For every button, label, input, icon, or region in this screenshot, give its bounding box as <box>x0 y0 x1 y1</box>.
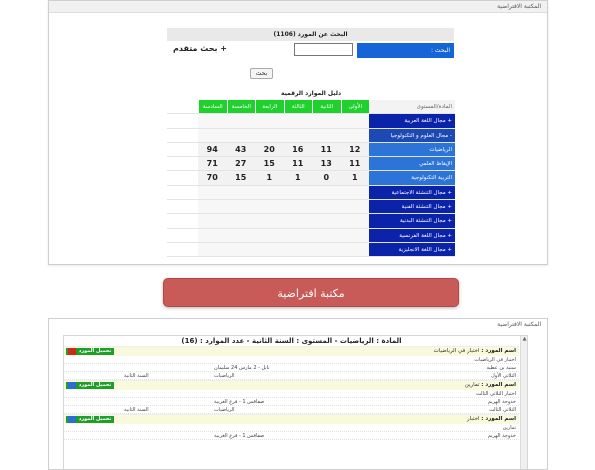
resource-detail-line <box>64 398 519 406</box>
resource-count-cell <box>255 129 284 142</box>
grid-row <box>167 200 455 214</box>
resource-item <box>64 380 519 414</box>
resource-count-cell[interactable]: 16 <box>284 143 313 156</box>
grid-row <box>167 157 455 171</box>
grid-corner-label: المادة/المستوى <box>369 100 455 113</box>
resource-count-cell <box>255 243 284 256</box>
resource-count-cell <box>227 214 256 227</box>
resource-header <box>64 381 519 390</box>
grid-title: دليل الموارد الرقمية <box>167 88 455 100</box>
domain-toggle[interactable]: - مجال العلوم و التكنولوجيا <box>369 129 455 142</box>
resource-header <box>64 347 519 356</box>
subject-label[interactable]: التربية التكنولوجية <box>369 171 455 184</box>
download-label: تحميل المورد <box>78 348 112 354</box>
pdf-icon <box>68 348 76 355</box>
grid-row <box>167 114 455 128</box>
search-title: البحث عن المورد (1106) <box>167 28 454 41</box>
grid-row <box>167 186 455 200</box>
doc-icon <box>68 416 76 423</box>
search-submit-button[interactable]: بحث <box>250 68 273 79</box>
scrollbar[interactable] <box>520 336 527 470</box>
detail-left: السنة الثانية <box>124 373 149 379</box>
detail-right: الثلاثي الثالث <box>489 407 516 413</box>
resource-list <box>64 346 527 440</box>
resource-count-cell <box>284 214 313 227</box>
results-header: المادة : الرياضيات - المستوى : السنة الثانية - عدد الموارد : (16) <box>181 337 402 345</box>
resource-count-cell <box>227 129 256 142</box>
detail-right: سنية بن عطية <box>486 365 516 371</box>
grid-row <box>167 143 455 157</box>
download-label: تحميل المورد <box>78 416 112 422</box>
detail-middle: صفاقس 1 - فرع الغربية <box>214 399 265 405</box>
resource-count-cell <box>341 200 370 213</box>
detail-right: تمارين <box>502 425 516 431</box>
resource-name <box>434 348 516 354</box>
domain-toggle[interactable]: + مجال اللغة الفرنسية <box>369 229 455 242</box>
level-header[interactable]: الثالثة <box>284 100 313 113</box>
detail-middle: صفاقس 1 - فرع الغربية <box>214 433 265 439</box>
domain-toggle[interactable]: + مجال اللغة العربية <box>369 114 455 127</box>
virtual-library-button[interactable]: مكتبة افتراضية <box>163 278 459 307</box>
grid-row <box>167 229 455 243</box>
resource-list-panel <box>48 318 548 470</box>
detail-middle: الرياضيات <box>214 373 235 379</box>
level-header[interactable]: الخامسة <box>227 100 256 113</box>
scroll-up-arrow-icon[interactable]: ▲ <box>522 336 527 342</box>
resource-count-cell <box>198 200 227 213</box>
panel-title-bar: المكتبة الافتراضية <box>49 1 547 13</box>
resource-detail-line <box>64 424 519 432</box>
resource-directory-panel <box>48 0 548 265</box>
resource-grid <box>167 88 455 257</box>
resource-name-value: تمارين <box>464 382 480 388</box>
search-row <box>167 41 454 60</box>
resource-item <box>64 414 519 440</box>
level-header[interactable]: السادسة <box>198 100 227 113</box>
resource-count-cell <box>284 200 313 213</box>
grid-header-row <box>167 100 455 114</box>
resource-count-cell <box>198 114 227 127</box>
detail-left: السنة الثانية <box>124 407 149 413</box>
resource-name-label: اسم المورد : <box>481 416 516 422</box>
resource-count-cell <box>284 229 313 242</box>
resource-detail-line <box>64 356 519 364</box>
grid-body <box>167 114 455 257</box>
resource-count-cell <box>284 129 313 142</box>
resource-count-cell <box>284 186 313 199</box>
detail-right: اختبار في الرياضيات <box>474 357 516 363</box>
level-header[interactable]: الرابعة <box>255 100 284 113</box>
domain-toggle[interactable]: + مجال التنشئة البدنية <box>369 214 455 227</box>
doc-icon <box>68 382 76 389</box>
resource-count-cell[interactable]: 0 <box>312 171 341 184</box>
resource-count-cell[interactable]: 12 <box>341 143 370 156</box>
resource-count-cell <box>255 200 284 213</box>
resource-count-cell <box>312 114 341 127</box>
resource-count-cell <box>227 186 256 199</box>
resource-count-cell[interactable]: 15 <box>255 157 284 170</box>
resource-count-cell <box>198 129 227 142</box>
domain-toggle[interactable]: + مجال اللغة الانجليزية <box>369 243 455 256</box>
resource-count-cell <box>312 214 341 227</box>
resource-count-cell <box>312 243 341 256</box>
grid-row <box>167 214 455 228</box>
resource-count-cell[interactable]: 20 <box>255 143 284 156</box>
resource-count-cell[interactable]: 15 <box>227 171 256 184</box>
resource-count-cell <box>341 186 370 199</box>
download-resource-button[interactable] <box>66 416 114 423</box>
resource-count-cell[interactable]: 1 <box>341 171 370 184</box>
resource-count-cell <box>198 186 227 199</box>
resource-count-cell[interactable]: 13 <box>312 157 341 170</box>
resource-count-cell <box>341 129 370 142</box>
resource-count-cell[interactable]: 11 <box>284 157 313 170</box>
resource-count-cell <box>341 114 370 127</box>
download-resource-button[interactable] <box>66 382 114 389</box>
search-box <box>167 28 454 60</box>
resource-detail-line <box>64 390 519 398</box>
panel-title-bar: المكتبة الافتراضية <box>49 319 547 331</box>
resource-count-cell <box>341 243 370 256</box>
resource-name-label: اسم المورد : <box>481 382 516 388</box>
subject-label[interactable]: الإيقاظ العلمي <box>369 157 455 170</box>
subject-label[interactable]: الرياضيات <box>369 143 455 156</box>
resource-count-cell <box>312 129 341 142</box>
resource-count-cell[interactable]: 11 <box>312 143 341 156</box>
resource-count-cell <box>227 229 256 242</box>
detail-right: الثلاثي الأول <box>491 373 516 379</box>
grid-row <box>167 243 455 257</box>
search-label: البحث : <box>357 43 454 58</box>
resource-count-cell[interactable]: 70 <box>198 171 227 184</box>
resource-count-cell <box>198 214 227 227</box>
resource-count-cell <box>312 186 341 199</box>
resource-name-value: اختبار في الرياضيات <box>433 348 480 354</box>
resource-count-cell <box>255 214 284 227</box>
detail-right: خدوجة الهريم <box>487 433 516 439</box>
resource-count-cell[interactable]: 43 <box>227 143 256 156</box>
resource-name <box>467 416 516 422</box>
resource-count-cell <box>198 229 227 242</box>
resource-count-cell <box>255 229 284 242</box>
resource-count-cell <box>227 243 256 256</box>
resource-name <box>465 382 516 388</box>
resource-detail-line <box>64 372 519 380</box>
detail-middle: نابل - 2 مارس 24 سليمان <box>214 365 270 371</box>
resource-count-cell <box>284 114 313 127</box>
resource-count-cell <box>255 114 284 127</box>
advanced-search-link[interactable]: + بحث متقدم <box>173 44 227 53</box>
detail-right: اختبار الثلاثي الثالث <box>476 391 516 397</box>
resource-detail-line <box>64 432 519 440</box>
domain-toggle[interactable]: + مجال التنشئة الاجتماعية <box>369 186 455 199</box>
resource-count-cell <box>312 229 341 242</box>
resource-count-cell <box>341 229 370 242</box>
download-label: تحميل المورد <box>78 382 112 388</box>
resource-name-label: اسم المورد : <box>481 348 516 354</box>
detail-right: خدوجة الهريم <box>487 399 516 405</box>
domain-toggle[interactable]: + مجال التنشئة الفنية <box>369 200 455 213</box>
resource-count-cell <box>227 200 256 213</box>
resource-count-cell <box>198 243 227 256</box>
resource-detail-line <box>64 406 519 414</box>
resource-count-cell <box>341 214 370 227</box>
level-header[interactable]: الأولى <box>341 100 370 113</box>
grid-row <box>167 171 455 185</box>
resource-count-cell <box>284 243 313 256</box>
resource-count-cell[interactable]: 11 <box>341 157 370 170</box>
resource-count-cell <box>227 114 256 127</box>
resource-detail-line <box>64 364 519 372</box>
resource-count-cell[interactable]: 71 <box>198 157 227 170</box>
resource-count-cell[interactable]: 94 <box>198 143 227 156</box>
detail-middle: الرياضيات <box>214 407 235 413</box>
resource-count-cell <box>255 186 284 199</box>
resource-header <box>64 415 519 424</box>
level-header[interactable]: الثانية <box>312 100 341 113</box>
resource-count-cell <box>312 200 341 213</box>
resource-name-value: اختبار <box>466 416 480 422</box>
resource-count-cell[interactable]: 27 <box>227 157 256 170</box>
resource-item <box>64 346 519 380</box>
search-input[interactable] <box>294 43 353 56</box>
download-resource-button[interactable] <box>66 348 114 355</box>
grid-row <box>167 129 455 143</box>
resource-list-frame[interactable] <box>63 335 528 470</box>
resource-count-cell[interactable]: 1 <box>284 171 313 184</box>
resource-count-cell[interactable]: 1 <box>255 171 284 184</box>
